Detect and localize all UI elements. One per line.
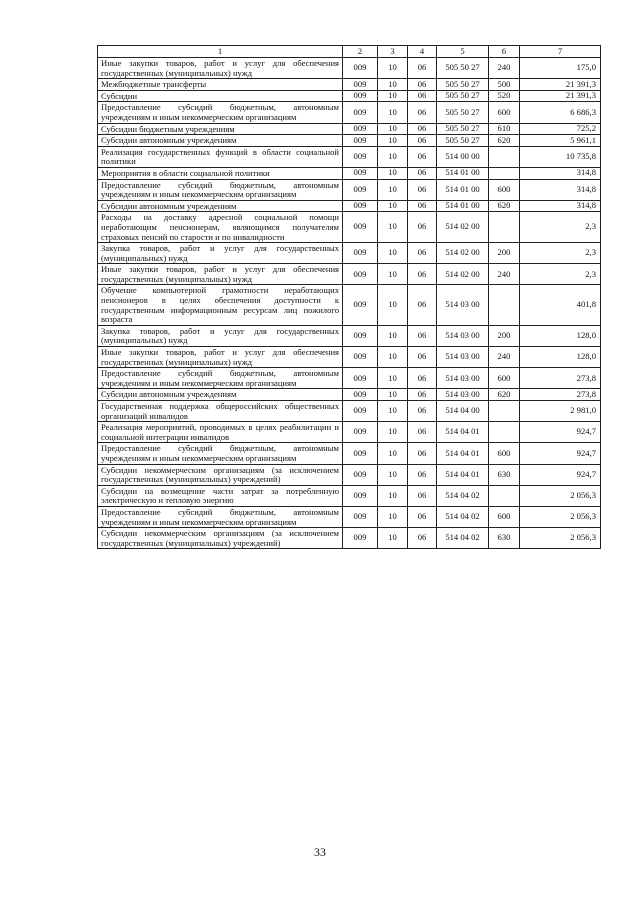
row-section-code: 10 — [378, 347, 408, 368]
row-subsection-code: 06 — [408, 325, 437, 346]
row-amount: 2,3 — [520, 264, 601, 285]
row-name-cell: Субсидии автономным учреждениям — [98, 135, 343, 147]
row-amount: 175,0 — [520, 58, 601, 79]
row-name-cell: Иные закупки товаров, работ и услуг для обеспечения государственных (муниципальных) нужд — [98, 58, 343, 79]
page-number: 33 — [314, 845, 326, 859]
row-section-code: 10 — [378, 464, 408, 485]
row-ministry-code: 009 — [343, 167, 378, 179]
row-ministry-code: 009 — [343, 389, 378, 401]
row-ministry-code: 009 — [343, 347, 378, 368]
row-section-code: 10 — [378, 389, 408, 401]
row-expense-type-code — [489, 401, 520, 422]
header-col-6: 6 — [489, 46, 520, 58]
row-target-code: 505 50 27 — [437, 135, 489, 147]
row-ministry-code: 009 — [343, 146, 378, 167]
table-row — [98, 325, 601, 346]
row-expense-type-code — [489, 212, 520, 243]
row-ministry-code: 009 — [343, 506, 378, 527]
row-amount: 2 056,3 — [520, 506, 601, 527]
row-expense-type-code: 620 — [489, 135, 520, 147]
row-expense-type-code: 600 — [489, 102, 520, 123]
row-subsection-code: 06 — [408, 264, 437, 285]
row-target-code: 514 03 00 — [437, 347, 489, 368]
row-subsection-code: 06 — [408, 179, 437, 200]
row-target-code: 514 04 02 — [437, 528, 489, 549]
row-amount: 128,0 — [520, 347, 601, 368]
table-row — [98, 123, 601, 135]
row-name-cell: Закупка товаров, работ и услуг для государственных (муниципальных) нужд — [98, 325, 343, 346]
row-name-cell: Обучение компьютерной грамотности неработающих пенсионеров в целях обеспечения доступности к государственным информационным ресурсам лиц пожилого возраста — [98, 285, 343, 325]
header-col-5: 5 — [437, 46, 489, 58]
row-expense-type-code: 520 — [489, 90, 520, 102]
row-subsection-code: 06 — [408, 200, 437, 212]
row-target-code: 514 04 01 — [437, 464, 489, 485]
row-ministry-code: 009 — [343, 135, 378, 147]
row-expense-type-code: 240 — [489, 264, 520, 285]
row-expense-type-code: 600 — [489, 179, 520, 200]
table-row — [98, 179, 601, 200]
row-target-code: 505 50 27 — [437, 58, 489, 79]
row-amount: 6 686,3 — [520, 102, 601, 123]
table-row — [98, 167, 601, 179]
row-subsection-code: 06 — [408, 243, 437, 264]
row-amount: 2 056,3 — [520, 528, 601, 549]
row-subsection-code: 06 — [408, 401, 437, 422]
row-ministry-code: 009 — [343, 464, 378, 485]
row-amount: 5 961,1 — [520, 135, 601, 147]
table-body — [98, 58, 601, 549]
row-name-cell: Субсидии бюджетным учреждениям — [98, 123, 343, 135]
table-row — [98, 79, 601, 91]
row-ministry-code: 009 — [343, 368, 378, 389]
row-section-code: 10 — [378, 135, 408, 147]
row-section-code: 10 — [378, 200, 408, 212]
table-row — [98, 285, 601, 325]
row-subsection-code: 06 — [408, 212, 437, 243]
row-target-code: 514 04 02 — [437, 506, 489, 527]
table-row — [98, 264, 601, 285]
row-expense-type-code: 620 — [489, 389, 520, 401]
row-target-code: 514 03 00 — [437, 285, 489, 325]
row-ministry-code: 009 — [343, 443, 378, 464]
row-expense-type-code: 200 — [489, 243, 520, 264]
row-amount: 314,8 — [520, 167, 601, 179]
table-row — [98, 58, 601, 79]
table-row — [98, 90, 601, 102]
row-subsection-code: 06 — [408, 90, 437, 102]
row-name-cell: Реализация государственных функций в области социальной политики — [98, 146, 343, 167]
row-name-cell: Предоставление субсидий бюджетным, автономным учреждениям и иным некоммерческим организациям — [98, 506, 343, 527]
row-target-code: 505 50 27 — [437, 90, 489, 102]
row-name-cell: Субсидии — [98, 90, 343, 102]
row-target-code: 514 04 00 — [437, 401, 489, 422]
row-amount: 2,3 — [520, 243, 601, 264]
row-ministry-code: 009 — [343, 528, 378, 549]
row-expense-type-code: 630 — [489, 528, 520, 549]
row-expense-type-code — [489, 485, 520, 506]
table-row — [98, 212, 601, 243]
row-amount: 401,8 — [520, 285, 601, 325]
row-section-code: 10 — [378, 102, 408, 123]
row-expense-type-code — [489, 146, 520, 167]
row-subsection-code: 06 — [408, 443, 437, 464]
table-row — [98, 528, 601, 549]
row-name-cell: Реализация мероприятий, проводимых в целях реабилитации и социальной интеграции инвалидов — [98, 422, 343, 443]
row-name-cell: Мероприятия в области социальной политики — [98, 167, 343, 179]
row-ministry-code: 009 — [343, 485, 378, 506]
row-ministry-code: 009 — [343, 264, 378, 285]
row-name-cell: Предоставление субсидий бюджетным, автономным учреждениям и иным некоммерческим организациям — [98, 102, 343, 123]
row-name-cell: Иные закупки товаров, работ и услуг для обеспечения государственных (муниципальных) нужд — [98, 347, 343, 368]
row-subsection-code: 06 — [408, 79, 437, 91]
row-expense-type-code — [489, 422, 520, 443]
row-subsection-code: 06 — [408, 528, 437, 549]
row-name-cell: Субсидии автономным учреждениям — [98, 200, 343, 212]
row-ministry-code: 009 — [343, 58, 378, 79]
row-amount: 10 735,8 — [520, 146, 601, 167]
row-subsection-code: 06 — [408, 123, 437, 135]
row-amount: 21 391,3 — [520, 79, 601, 91]
table-row — [98, 485, 601, 506]
row-name-cell: Государственная поддержка общероссийских общественных организаций инвалидов — [98, 401, 343, 422]
header-col-7: 7 — [520, 46, 601, 58]
table-row — [98, 146, 601, 167]
row-target-code: 514 01 00 — [437, 200, 489, 212]
row-expense-type-code — [489, 167, 520, 179]
row-target-code: 514 03 00 — [437, 389, 489, 401]
row-section-code: 10 — [378, 58, 408, 79]
row-name-cell: Межбюджетные трансферты — [98, 79, 343, 91]
row-target-code: 505 50 27 — [437, 102, 489, 123]
row-amount: 924,7 — [520, 443, 601, 464]
row-section-code: 10 — [378, 528, 408, 549]
row-name-cell: Предоставление субсидий бюджетным, автономным учреждениям и иным некоммерческим организациям — [98, 443, 343, 464]
row-amount: 314,8 — [520, 179, 601, 200]
row-name-cell: Закупка товаров, работ и услуг для государственных (муниципальных) нужд — [98, 243, 343, 264]
row-ministry-code: 009 — [343, 179, 378, 200]
row-section-code: 10 — [378, 285, 408, 325]
row-section-code: 10 — [378, 179, 408, 200]
row-section-code: 10 — [378, 325, 408, 346]
row-amount: 314,8 — [520, 200, 601, 212]
row-amount: 924,7 — [520, 422, 601, 443]
row-expense-type-code: 500 — [489, 79, 520, 91]
row-expense-type-code: 600 — [489, 443, 520, 464]
row-amount: 273,8 — [520, 389, 601, 401]
row-section-code: 10 — [378, 422, 408, 443]
row-target-code: 514 01 00 — [437, 179, 489, 200]
row-section-code: 10 — [378, 146, 408, 167]
row-subsection-code: 06 — [408, 389, 437, 401]
table-row — [98, 443, 601, 464]
row-expense-type-code — [489, 285, 520, 325]
row-ministry-code: 009 — [343, 325, 378, 346]
header-col-3: 3 — [378, 46, 408, 58]
table-row — [98, 422, 601, 443]
row-amount: 2,3 — [520, 212, 601, 243]
row-section-code: 10 — [378, 212, 408, 243]
row-ministry-code: 009 — [343, 200, 378, 212]
row-section-code: 10 — [378, 79, 408, 91]
row-name-cell: Иные закупки товаров, работ и услуг для обеспечения государственных (муниципальных) нужд — [98, 264, 343, 285]
table-row — [98, 102, 601, 123]
row-name-cell: Предоставление субсидий бюджетным, автономным учреждениям и иным некоммерческим организациям — [98, 368, 343, 389]
row-target-code: 514 04 01 — [437, 443, 489, 464]
row-ministry-code: 009 — [343, 79, 378, 91]
row-subsection-code: 06 — [408, 167, 437, 179]
row-subsection-code: 06 — [408, 102, 437, 123]
row-subsection-code: 06 — [408, 285, 437, 325]
row-target-code: 514 04 02 — [437, 485, 489, 506]
row-amount: 2 981,0 — [520, 401, 601, 422]
row-subsection-code: 06 — [408, 368, 437, 389]
row-target-code: 514 02 00 — [437, 212, 489, 243]
row-subsection-code: 06 — [408, 146, 437, 167]
table-row — [98, 347, 601, 368]
row-expense-type-code: 620 — [489, 200, 520, 212]
row-ministry-code: 009 — [343, 90, 378, 102]
row-amount: 725,2 — [520, 123, 601, 135]
header-col-4: 4 — [408, 46, 437, 58]
row-subsection-code: 06 — [408, 485, 437, 506]
row-target-code: 514 04 01 — [437, 422, 489, 443]
row-subsection-code: 06 — [408, 135, 437, 147]
row-expense-type-code: 200 — [489, 325, 520, 346]
header-col-2: 2 — [343, 46, 378, 58]
row-amount: 273,8 — [520, 368, 601, 389]
row-name-cell: Субсидии некоммерческим организациям (за исключением государственных (муниципальных) учреждений) — [98, 464, 343, 485]
row-name-cell: Субсидии на возмещение части затрат за потребленную электрическую и тепловую энергию — [98, 485, 343, 506]
table-row — [98, 464, 601, 485]
table-row — [98, 389, 601, 401]
row-expense-type-code: 630 — [489, 464, 520, 485]
budget-table — [97, 45, 601, 549]
table-row — [98, 368, 601, 389]
row-subsection-code: 06 — [408, 506, 437, 527]
row-target-code: 514 03 00 — [437, 325, 489, 346]
row-ministry-code: 009 — [343, 401, 378, 422]
row-section-code: 10 — [378, 167, 408, 179]
row-target-code: 505 50 27 — [437, 123, 489, 135]
row-name-cell: Субсидии автономным учреждениям — [98, 389, 343, 401]
row-amount: 924,7 — [520, 464, 601, 485]
row-section-code: 10 — [378, 243, 408, 264]
row-section-code: 10 — [378, 90, 408, 102]
row-subsection-code: 06 — [408, 422, 437, 443]
table-header-row — [98, 46, 601, 58]
row-target-code: 514 02 00 — [437, 243, 489, 264]
row-expense-type-code: 240 — [489, 347, 520, 368]
row-name-cell: Предоставление субсидий бюджетным, автономным учреждениям и иным некоммерческим организациям — [98, 179, 343, 200]
row-section-code: 10 — [378, 123, 408, 135]
row-section-code: 10 — [378, 506, 408, 527]
row-amount: 2 056,3 — [520, 485, 601, 506]
row-section-code: 10 — [378, 264, 408, 285]
row-ministry-code: 009 — [343, 285, 378, 325]
row-target-code: 514 02 00 — [437, 264, 489, 285]
row-target-code: 514 03 00 — [437, 368, 489, 389]
row-amount: 21 391,3 — [520, 90, 601, 102]
row-amount: 128,0 — [520, 325, 601, 346]
row-ministry-code: 009 — [343, 123, 378, 135]
table-row — [98, 506, 601, 527]
row-ministry-code: 009 — [343, 422, 378, 443]
table-row — [98, 200, 601, 212]
row-subsection-code: 06 — [408, 347, 437, 368]
row-ministry-code: 009 — [343, 212, 378, 243]
table-row — [98, 243, 601, 264]
row-subsection-code: 06 — [408, 58, 437, 79]
row-name-cell: Расходы на доставку адресной социальной помощи неработающим пенсионерам, являющимся получателям страховых пенсий по старости и по инвалидности — [98, 212, 343, 243]
row-target-code: 514 01 00 — [437, 167, 489, 179]
row-ministry-code: 009 — [343, 243, 378, 264]
row-ministry-code: 009 — [343, 102, 378, 123]
row-section-code: 10 — [378, 443, 408, 464]
table-row — [98, 401, 601, 422]
row-target-code: 505 50 27 — [437, 79, 489, 91]
row-name-cell: Субсидии некоммерческим организациям (за исключением государственных (муниципальных) учреждений) — [98, 528, 343, 549]
row-expense-type-code: 600 — [489, 506, 520, 527]
row-section-code: 10 — [378, 401, 408, 422]
row-subsection-code: 06 — [408, 464, 437, 485]
header-col-1: 1 — [98, 46, 343, 58]
table-row — [98, 135, 601, 147]
row-expense-type-code: 600 — [489, 368, 520, 389]
row-section-code: 10 — [378, 485, 408, 506]
row-target-code: 514 00 00 — [437, 146, 489, 167]
row-section-code: 10 — [378, 368, 408, 389]
row-expense-type-code: 610 — [489, 123, 520, 135]
row-expense-type-code: 240 — [489, 58, 520, 79]
